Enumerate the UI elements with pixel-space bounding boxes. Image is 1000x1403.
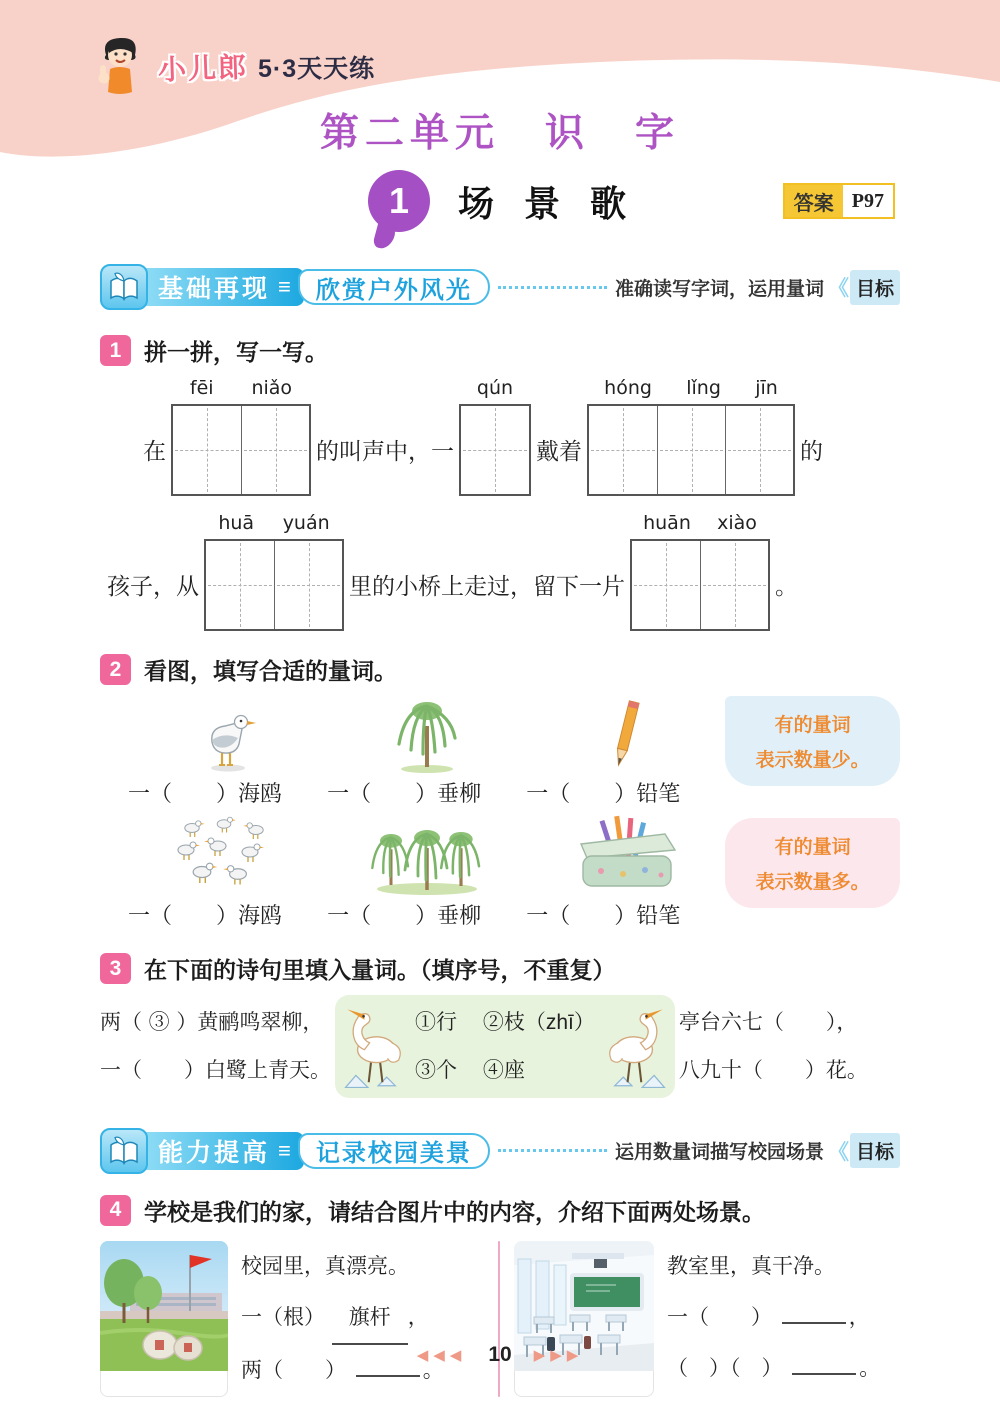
pinyin-syllable: huān	[643, 512, 691, 534]
answer-page-number: P97	[843, 185, 893, 217]
tip-line: 有的量词	[774, 837, 851, 858]
willow-trees-image	[327, 816, 526, 896]
pinyin-label	[630, 512, 770, 534]
dotted-leader	[498, 286, 607, 289]
campus-photo	[100, 1241, 228, 1397]
answer-reference-box	[783, 183, 895, 219]
poem-line: 八九十（ ）花。	[678, 1058, 868, 1083]
question-2-prompt: 看图，填写合适的量词。	[144, 658, 397, 684]
pinyin-writing-unit	[587, 377, 795, 496]
pinyin-syllable: lǐng	[686, 377, 721, 399]
pinyin-syllable: yuán	[282, 512, 330, 534]
q2-caption: 一（ ）垂柳	[327, 904, 482, 929]
pinyin-syllable: fēi	[189, 377, 214, 399]
next-arrows-icon: ▶▶▶	[533, 1347, 584, 1364]
section-subtitle-label: 记录校园美景	[315, 1140, 472, 1168]
fill-suffix: ，	[848, 1305, 870, 1330]
sentence-segment: 的叫声中，一	[316, 439, 454, 465]
pinyin-label	[459, 377, 531, 399]
page-number: 10	[488, 1343, 512, 1366]
q2-item-pencil-case	[526, 816, 725, 930]
seagull-image	[128, 694, 327, 774]
writing-cell	[206, 541, 274, 629]
unit-title: 第二单元 识 字	[319, 112, 680, 155]
q2-caption: 一（ ）垂柳	[327, 782, 482, 807]
fill-prefix: 两（ ）	[241, 1358, 346, 1383]
poem-line: 亭台六七（ ），	[678, 1010, 858, 1034]
option-3: ③个	[415, 1059, 457, 1083]
question-4-number: 4	[100, 1195, 131, 1226]
question-2-number: 2	[100, 654, 131, 685]
writing-cell	[725, 406, 793, 494]
section-subtitle-basic	[298, 269, 490, 305]
poem-left-column	[100, 998, 331, 1095]
tip-line: 有的量词	[774, 715, 851, 736]
section-tab-basic	[138, 268, 304, 306]
tip-bubble-many	[725, 818, 900, 908]
answer-blank	[782, 1304, 846, 1324]
question-1-head	[100, 334, 900, 367]
q2-item-seagull-flock	[128, 816, 327, 930]
section-tab-advanced	[138, 1132, 304, 1170]
fill-prefix: 一（根）	[241, 1305, 325, 1330]
brand-header	[92, 34, 375, 100]
goal-bracket-icon: 《	[827, 277, 849, 300]
mascot-boy-icon	[92, 34, 148, 100]
goal-bracket-icon: 《	[827, 1140, 849, 1164]
section-tab-label: 基础再现	[158, 275, 271, 303]
question-3-head	[100, 952, 900, 985]
section-subtitle-label: 欣赏户外风光	[315, 276, 472, 304]
pinyin-syllable: jīn	[755, 377, 778, 399]
scene-title: 校园里，真漂亮。	[241, 1253, 409, 1278]
question-3-prompt: 在下面的诗句里填入量词。（填序号，不重复）	[144, 957, 616, 983]
fill-prefix: 一（ ）	[667, 1305, 772, 1330]
egret-icon-left	[337, 1000, 409, 1096]
poem-line: 一（ ）白鹭上青天。	[100, 1058, 331, 1083]
egret-icon-right	[601, 1000, 673, 1096]
pinyin-writing-unit	[171, 377, 311, 496]
question-3-number: 3	[100, 953, 131, 984]
q2-row-single	[128, 694, 900, 808]
page-footer	[0, 1343, 1000, 1367]
pencil-case-image	[526, 816, 725, 896]
q3-body	[100, 995, 900, 1098]
fill-suffix: 。	[422, 1358, 444, 1383]
tip-line: 表示数量多。	[755, 872, 870, 894]
tip-bubble-few	[725, 696, 900, 786]
q2-item-seagull	[128, 694, 327, 808]
pinyin-syllable: qún	[476, 377, 514, 399]
vertical-divider	[498, 1241, 500, 1397]
q1-fill-row-2	[102, 512, 900, 631]
willow-tree-image	[327, 694, 526, 774]
brand-series: 5·3天天练	[258, 55, 376, 83]
pinyin-label	[204, 512, 344, 534]
writing-cell	[274, 541, 342, 629]
open-book-icon	[100, 1128, 148, 1174]
lesson-title: 场景歌	[458, 182, 657, 224]
dotted-leader	[498, 1149, 607, 1152]
writing-grid	[171, 404, 311, 496]
goal-tag: 目标	[850, 270, 900, 305]
q2-row-many	[128, 816, 900, 930]
pinyin-label	[587, 377, 795, 399]
campus-scene-block	[100, 1241, 484, 1397]
writing-grid	[459, 404, 531, 496]
fill-line	[667, 1292, 880, 1343]
question-4-head	[100, 1194, 900, 1227]
section-header-advanced	[100, 1126, 900, 1176]
goal-tag: 目标	[850, 1133, 900, 1168]
q1-fill-row-1	[138, 377, 900, 496]
poem-right-column	[679, 998, 868, 1095]
quantifier-options	[415, 999, 595, 1096]
brand-name: 小儿郎	[157, 51, 249, 86]
scene-title: 教室里，真干净。	[667, 1253, 835, 1278]
fill-suffix: ，	[407, 1305, 429, 1330]
sentence-segment: 在	[143, 439, 166, 465]
pinyin-writing-unit	[204, 512, 344, 631]
option-4: ④座	[482, 1059, 525, 1083]
q2-caption: 一（ ）海鸥	[128, 904, 283, 929]
lesson-title-row	[0, 170, 1000, 232]
poem-line: 两（ ③ ）黄鹂鸣翠柳，	[100, 1010, 324, 1034]
option-2: ②枝（zhī）	[482, 1011, 595, 1034]
tip-line: 表示数量少。	[755, 750, 870, 772]
sentence-segment: 。	[775, 574, 798, 600]
section-tab-label: 能力提高	[158, 1138, 271, 1167]
classroom-scene-block	[514, 1241, 898, 1397]
fill-suffix: 。	[859, 1356, 881, 1381]
pinyin-syllable: niǎo	[251, 377, 293, 399]
section-subtitle-advanced	[298, 1133, 490, 1169]
option-1: ①行	[415, 1011, 457, 1034]
writing-cell	[632, 541, 700, 629]
q4-body	[100, 1241, 900, 1397]
open-book-icon	[100, 264, 148, 310]
pinyin-syllable: huā	[218, 512, 255, 534]
sentence-segment: 的	[800, 439, 823, 465]
writing-grid	[587, 404, 795, 496]
fill-prefix: （ ）（ ）	[667, 1356, 783, 1381]
writing-cell	[461, 406, 529, 494]
lesson-number: 1	[388, 180, 410, 221]
seagull-flock-image	[128, 816, 327, 896]
pinyin-writing-unit	[630, 512, 770, 631]
sentence-segment: 戴着	[536, 439, 582, 465]
q2-caption: 一（ ）铅笔	[526, 904, 681, 929]
q2-item-willows	[327, 816, 526, 930]
question-1-prompt: 拼一拼，写一写。	[144, 339, 328, 365]
writing-cell	[700, 541, 768, 629]
writing-cell	[589, 406, 657, 494]
lesson-number-bubble	[368, 170, 430, 232]
sentence-segment: 孩子，从	[107, 574, 199, 600]
question-4-prompt: 学校是我们的家，请结合图片中的内容，介绍下面两处场景。	[144, 1198, 765, 1225]
q2-item-willow	[327, 694, 526, 808]
campus-text	[241, 1241, 444, 1397]
quantifier-options-panel	[335, 995, 675, 1098]
writing-cell	[173, 406, 241, 494]
fill-line	[241, 1292, 444, 1345]
question-1-number: 1	[100, 335, 131, 366]
writing-cell	[657, 406, 725, 494]
worksheet-content	[100, 252, 900, 1397]
classroom-text	[667, 1241, 880, 1397]
q2-item-pencil	[526, 694, 725, 808]
pinyin-label	[171, 377, 311, 399]
answer-label: 答案	[785, 185, 843, 217]
writing-grid	[630, 539, 770, 631]
prev-arrows-icon: ◀◀◀	[416, 1347, 467, 1364]
classroom-photo	[514, 1241, 654, 1397]
pinyin-writing-unit	[459, 377, 531, 496]
goal-text: 运用数量词描写校园场景	[614, 1142, 824, 1164]
pinyin-syllable: xiào	[717, 512, 757, 534]
section-header-basic	[100, 262, 900, 312]
question-2-head	[100, 653, 900, 686]
writing-grid	[204, 539, 344, 631]
sample-answer: 旗杆	[332, 1292, 408, 1345]
q2-caption: 一（ ）铅笔	[526, 782, 681, 807]
sentence-segment: 里的小桥上走过，留下一片	[349, 574, 625, 600]
pinyin-syllable: hóng	[604, 377, 652, 399]
goal-text: 准确读写字词，运用量词	[614, 278, 824, 300]
writing-cell	[241, 406, 309, 494]
q2-caption: 一（ ）海鸥	[128, 782, 283, 807]
pencil-image	[526, 694, 725, 774]
